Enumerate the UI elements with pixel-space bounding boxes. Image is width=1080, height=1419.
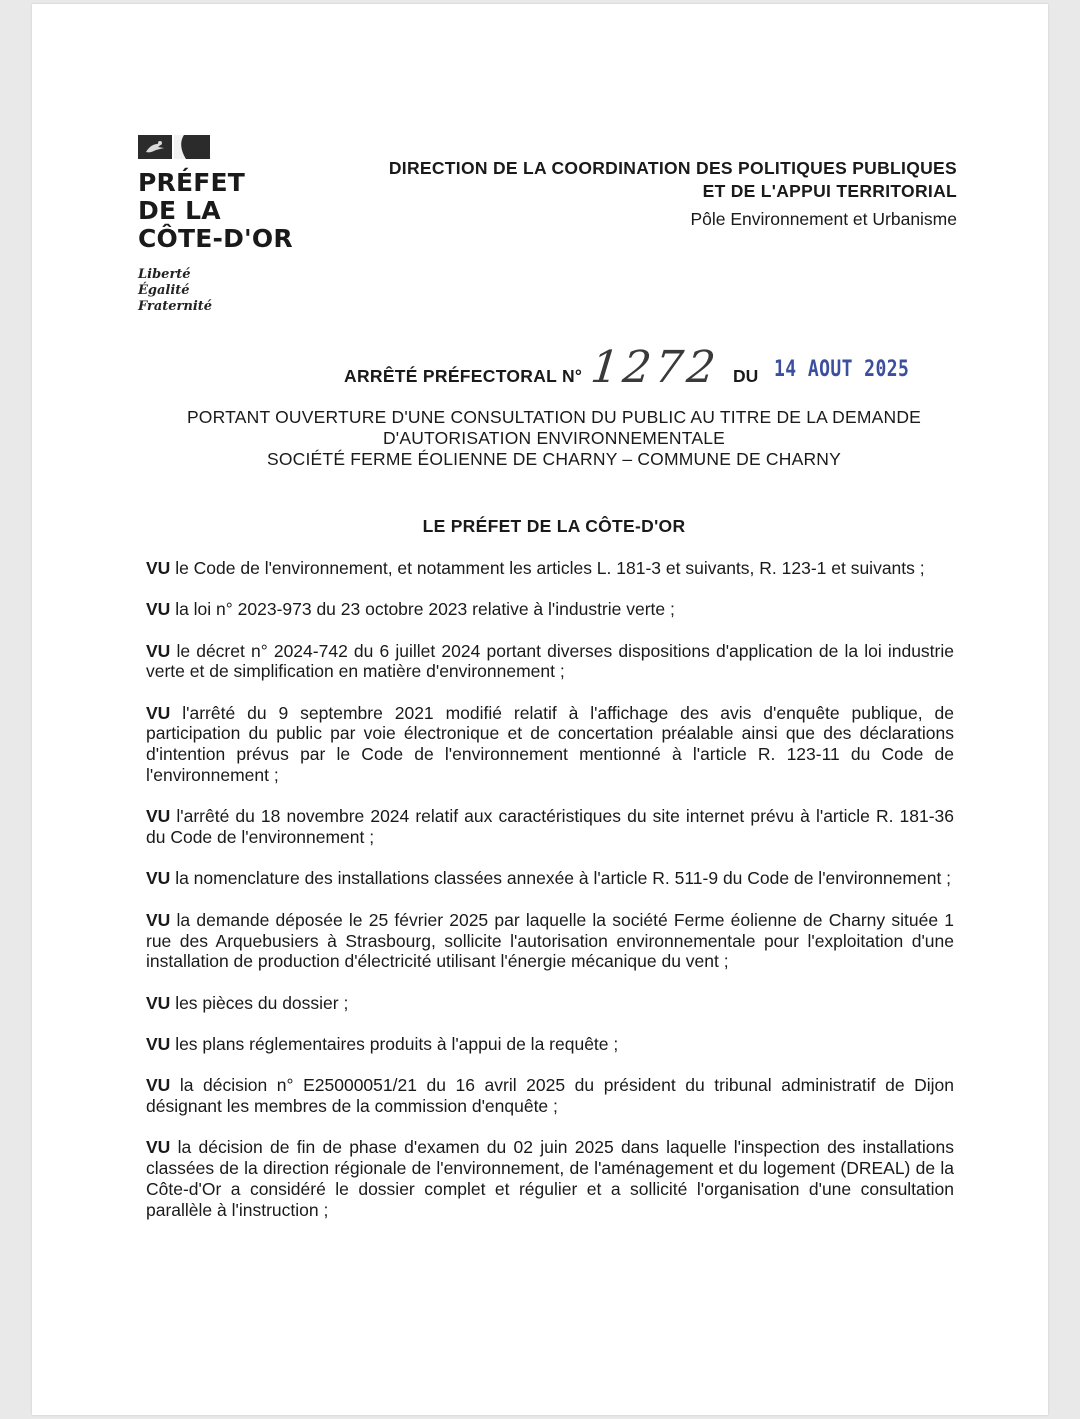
visa-item: VU la demande déposée le 25 février 2025 par laquelle la société Ferme éolienne de Charny située 1 rue des Arquebusiers à Strasbourg, sollicite l'autorisation environnementale pour l'exploitation d'une installation de production d'électricité utilisant l'énergie mécanique du vent ; [146, 909, 954, 972]
arrete-reference [344, 342, 944, 398]
arrete-subject: PORTANT OUVERTURE D'UNE CONSULTATION DU PUBLIC AU TITRE DE LA DEMANDE D'AUTORISATION ENVIRONNEMENTALE SOCIÉTÉ FERME ÉOLIENNE DE CHARNY – COMMUNE DE CHARNY [186, 407, 922, 469]
arrete-number: 1272 [588, 342, 722, 393]
visa-item: VU l'arrêté du 18 novembre 2024 relatif aux caractéristiques du site internet prévu à l'article R. 181-36 du Code de l'environnement ; [146, 806, 955, 848]
visa-item: VU la décision de fin de phase d'examen du 02 juin 2025 dans laquelle l'inspection des installations classées de la direction régionale de l'environnement, de l'aménagement et du logement (DREAL) de la Côte-d'Or a considéré le dossier complet et régulier et a sollicité l'organisation d'une consultation parallèle à l'instruction ; [146, 1137, 954, 1220]
visa-item: VU la loi n° 2023-973 du 23 octobre 2023 relative à l'industrie verte ; [146, 599, 675, 620]
visa-item: VU l'arrêté du 9 septembre 2021 modifié relatif à l'affichage des avis d'enquête publique, de participation du public par voie électronique et de concertation préalable ainsi que des déclarations d'intention prévus par le Code de l'environnement mentionné à l'article R. 123-11 du Code de l'environnement ; [146, 702, 954, 786]
visa-item: VU la décision n° E25000051/21 du 16 avril 2025 du président du tribunal administratif de Dijon désignant les membres de la commission d'enquête ; [146, 1075, 954, 1117]
prefet-heading: LE PRÉFET DE LA CÔTE-D'OR [422, 516, 686, 536]
republic-motto: Liberté Égalité Fraternité [138, 267, 213, 314]
issuing-department [389, 157, 957, 230]
pole-name: Pôle Environnement et Urbanisme [690, 209, 957, 229]
logo-title: PRÉFET DE LA CÔTE-D'OR [138, 168, 293, 253]
direction-line-2: ET DE L'APPUI TERRITORIAL [702, 181, 957, 201]
date-prefix: DU [733, 366, 759, 386]
visa-item: VU la nomenclature des installations classées annexée à l'article R. 511-9 du Code de l'environnement ; [146, 868, 952, 889]
visa-item: VU les plans réglementaires produits à l'appui de la requête ; [146, 1033, 619, 1054]
direction-line-1: DIRECTION DE LA COORDINATION DES POLITIQUES PUBLIQUES [388, 158, 957, 178]
date-stamp: 14 AOUT 2025 [774, 357, 910, 382]
arrete-label: ARRÊTÉ PRÉFECTORAL N° [344, 366, 583, 386]
visa-item: VU les pièces du dossier ; [146, 992, 349, 1013]
visas-list [146, 558, 954, 1241]
visa-item: VU le décret n° 2024-742 du 6 juillet 2024 portant diverses dispositions d'application de la loi industrie verte et de simplification en matière d'environnement ; [146, 640, 954, 682]
visa-item: VU le Code de l'environnement, et notamment les articles L. 181-3 et suivants, R. 123-1 et suivants ; [146, 558, 925, 578]
document-page [32, 4, 1048, 1415]
marianne-emblem-icon [138, 135, 308, 159]
prefecture-logo [138, 135, 308, 315]
